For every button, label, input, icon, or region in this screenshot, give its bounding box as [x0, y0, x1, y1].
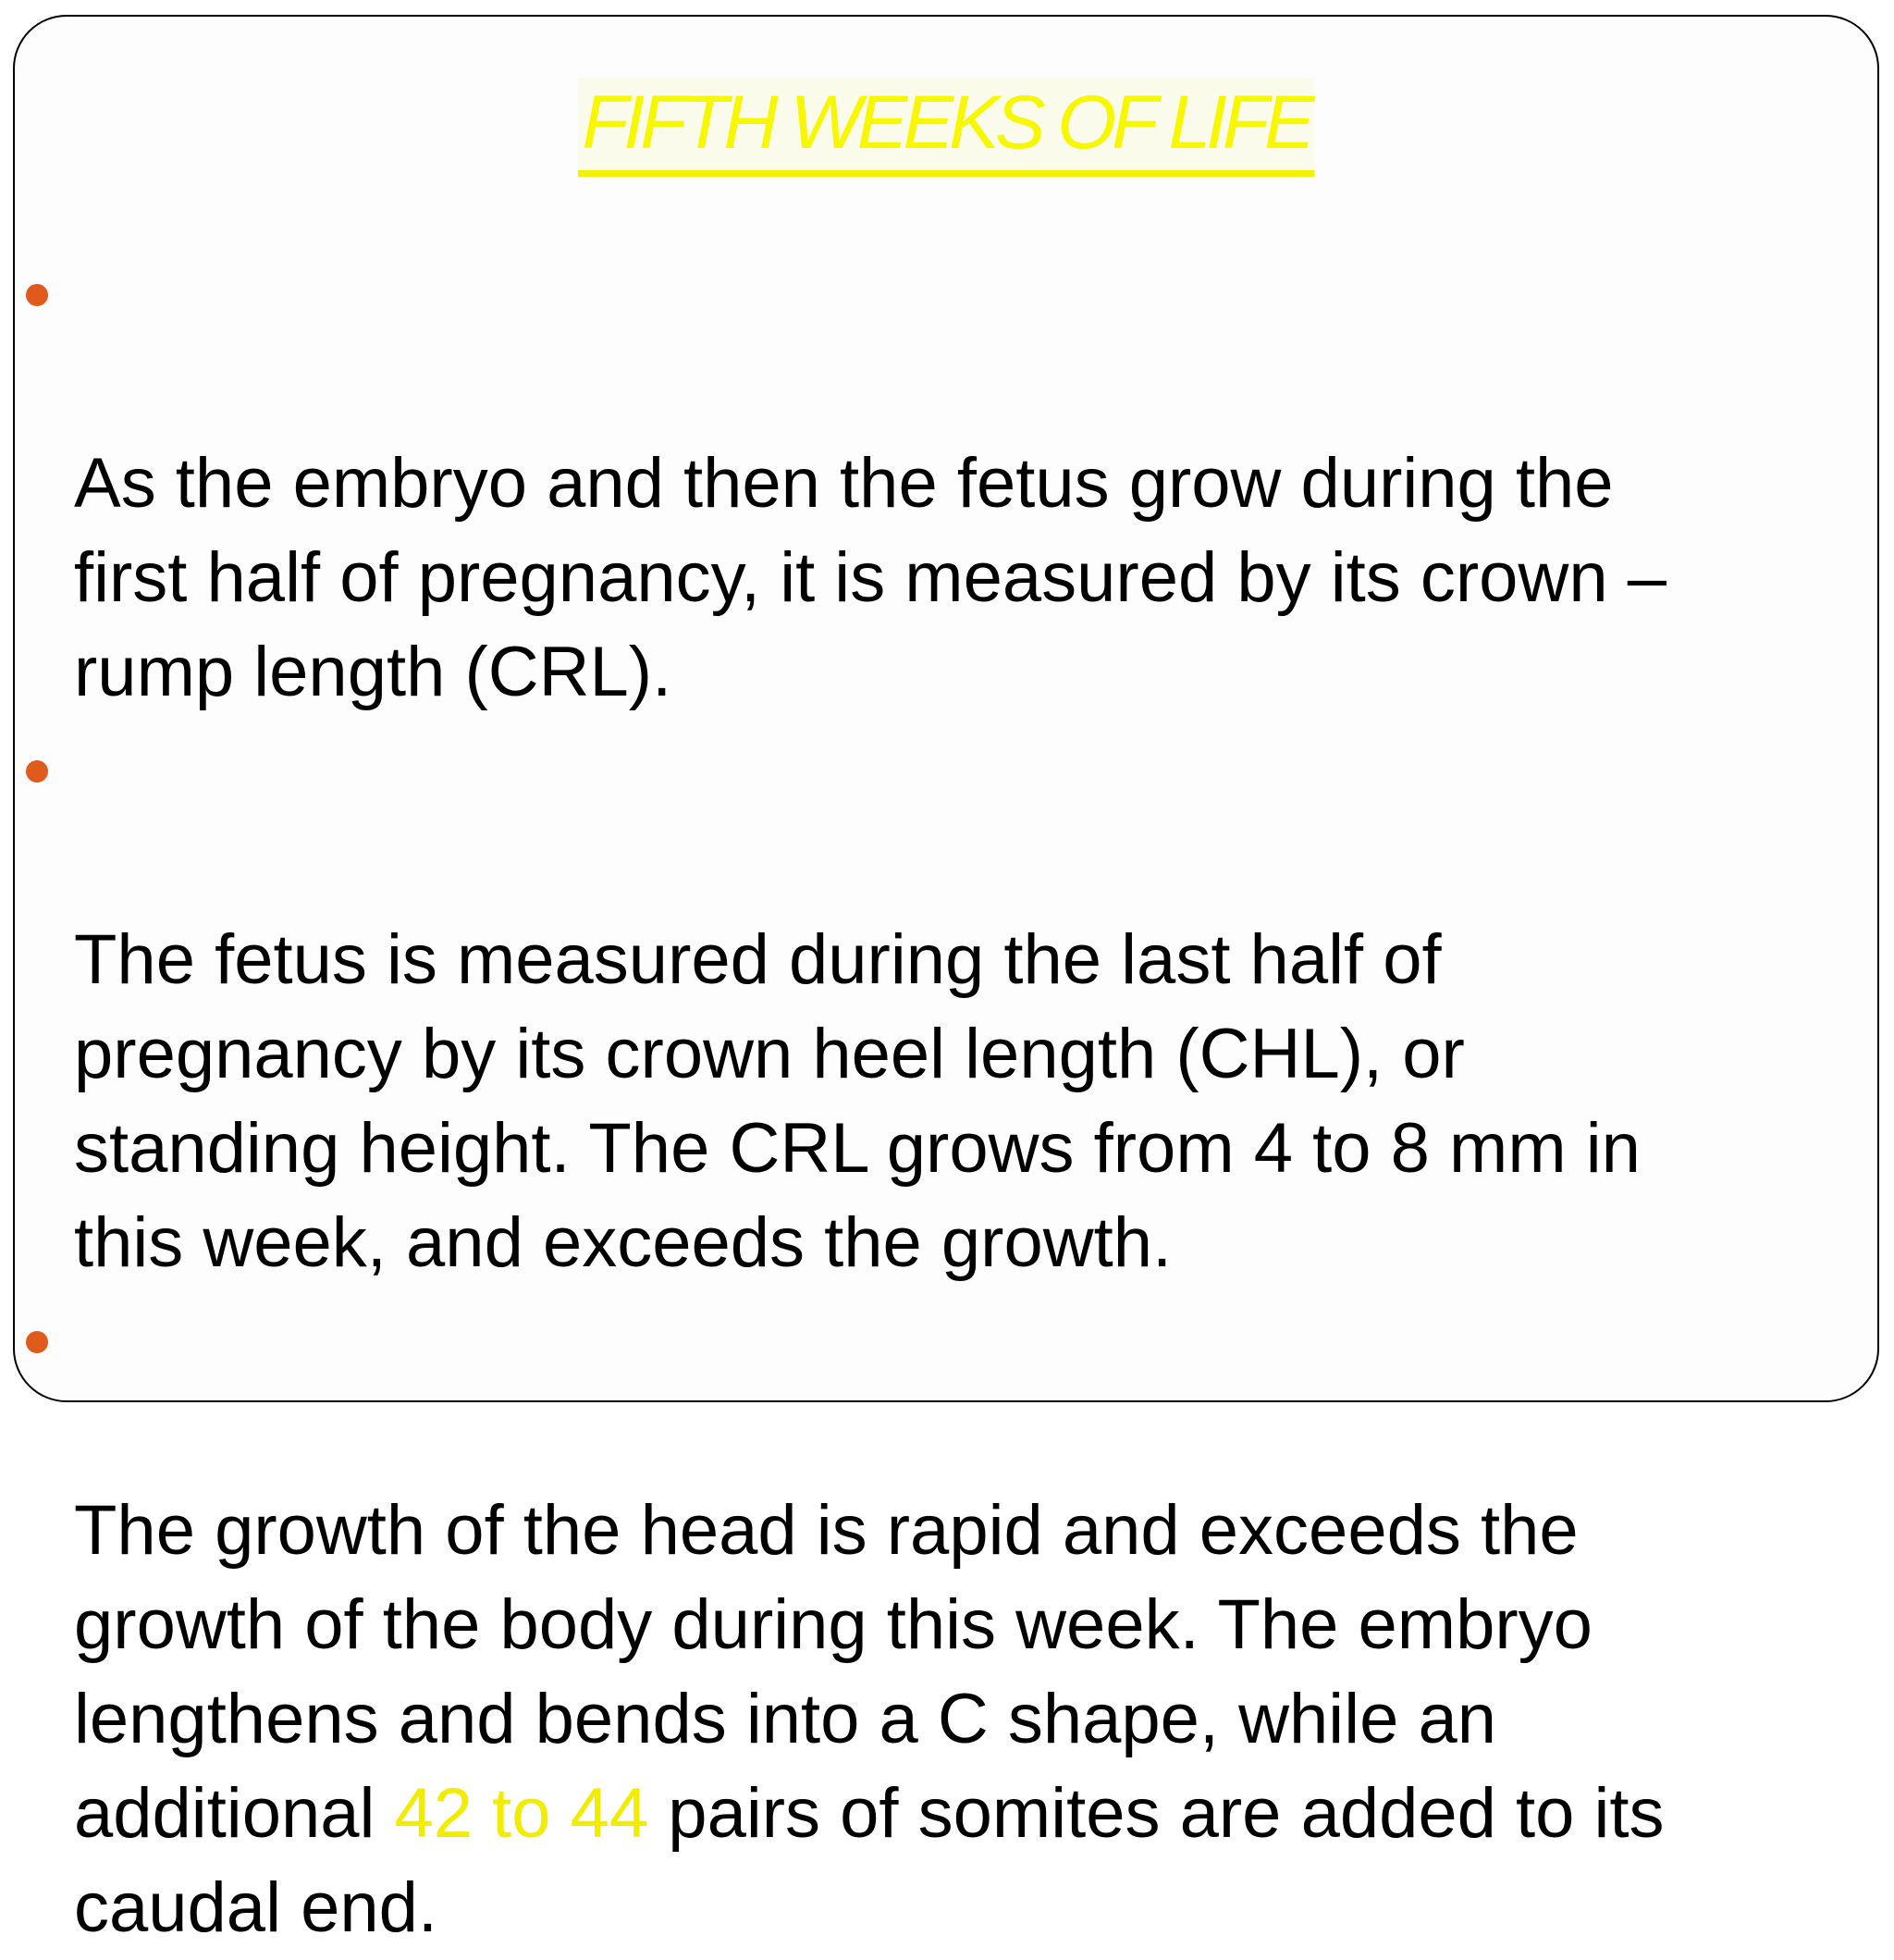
bullet-item: [74, 1295, 1877, 1955]
bullet-dot-icon: [26, 1331, 48, 1353]
bullet-item: [74, 724, 1877, 1290]
bullet-text-before: The growth of the head is rapid and exceeds the growth of the body during this week. The embryo lengthens and bends into a C shape, while an additional: [74, 1491, 1593, 1853]
bullet-text-after: pairs of somites are added to its caudal end.: [74, 1774, 1665, 1947]
bullet-dot-icon: [26, 284, 48, 306]
slide: [13, 15, 1879, 1947]
bullet-dot-icon: [26, 760, 48, 783]
bullet-list: [74, 248, 1877, 1960]
bullet-item: [74, 248, 1877, 720]
bullet-text: The fetus is measured during the last half of pregnancy by its crown heel length (CHL), or standing height. The CRL grows from 4 to 8 mm in this week, and exceeds the growth.: [74, 920, 1641, 1282]
slide-title: FIFTH WEEKS OF LIFE: [578, 78, 1313, 177]
slide-title-container: [15, 78, 1877, 177]
highlighted-number-range: 42 to 44: [394, 1774, 649, 1853]
bullet-text: As the embryo and then the fetus grow during the first half of pregnancy, it is measured by its crown – rump length (CRL).: [74, 444, 1666, 711]
